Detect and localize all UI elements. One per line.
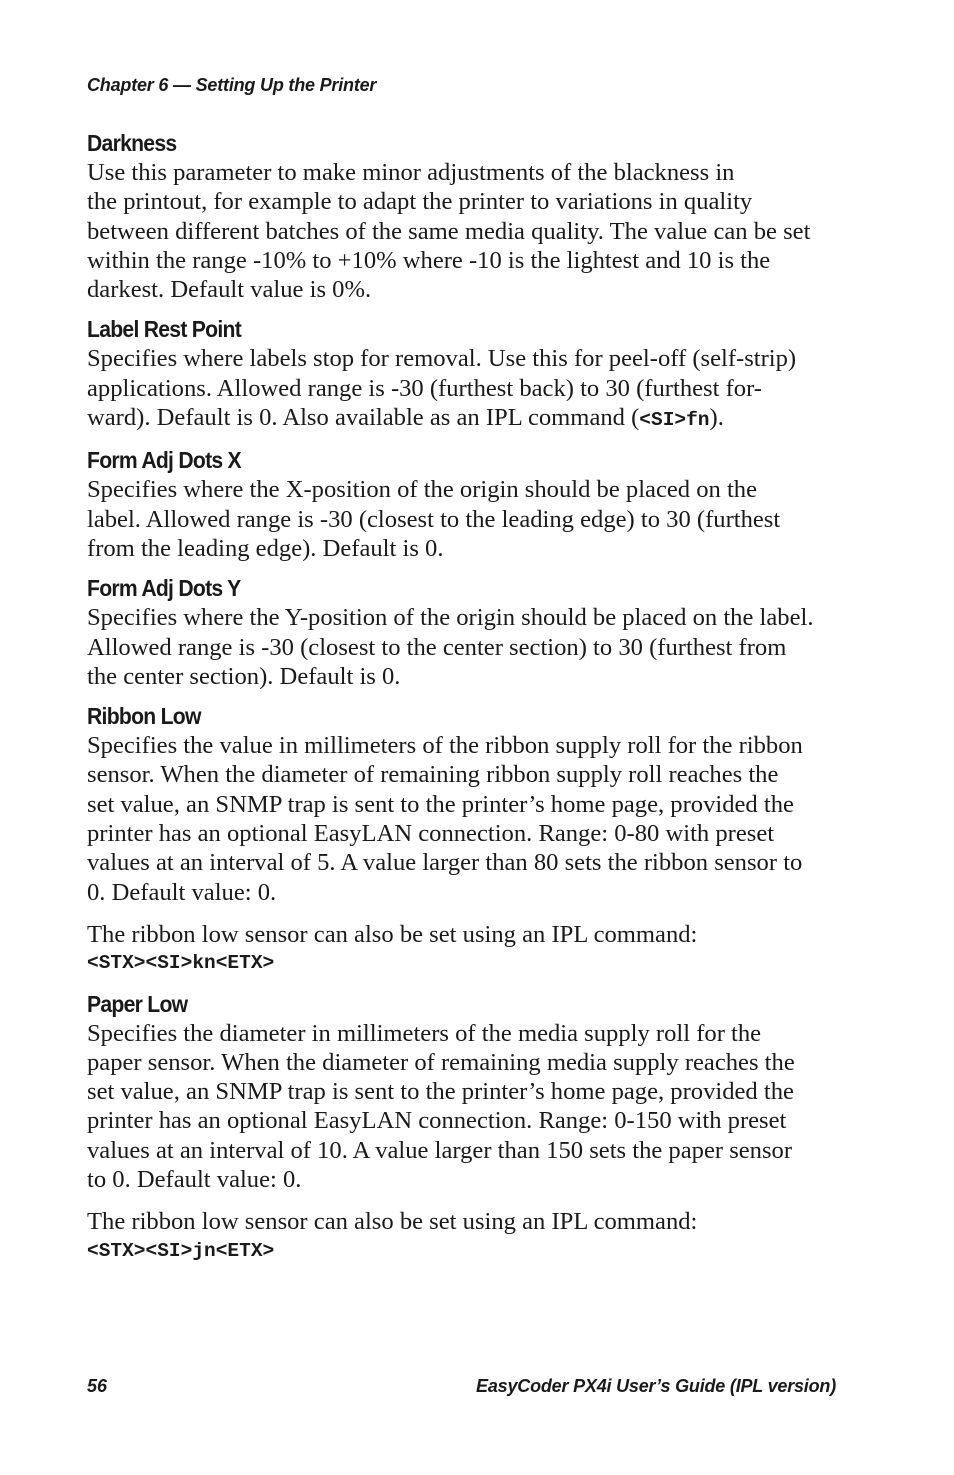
section-title-ribbon-low: Ribbon Low (87, 703, 201, 730)
body-line: darkest. Default value is 0%. (87, 276, 372, 304)
section-form-adj-dots-y (87, 573, 847, 691)
body-line: printer has an optional EasyLAN connection. Range: 0-150 with preset (87, 1107, 787, 1135)
body-line: Specifies the value in millimeters of the ribbon supply roll for the ribbon (87, 732, 803, 760)
section-title-paper-low: Paper Low (87, 990, 188, 1017)
body-line: Use this parameter to make minor adjustments of the blackness in (87, 159, 735, 186)
body-line: paper sensor. When the diameter of remaining media supply reaches the (87, 1048, 795, 1076)
body-text: ward). Default is 0. Also available as an IPL command ( (87, 404, 640, 432)
section-title-label-rest-point: Label Rest Point (87, 316, 242, 343)
body-line: applications. Allowed range is -30 (furthest back) to 30 (furthest for- (87, 374, 762, 402)
body-line: values at an interval of 10. A value larger than 150 sets the paper sensor (87, 1136, 793, 1164)
body-line: printer has an optional EasyLAN connection. Range: 0-80 with preset (87, 820, 775, 848)
body-line: Specifies where labels stop for removal. Use this for peel-off (self-strip) (87, 345, 797, 373)
page-number: 56 (87, 1376, 108, 1396)
body-line-with-command (87, 403, 847, 435)
section-body-darkness (87, 158, 847, 304)
body-text: ). (709, 404, 724, 432)
section-form-adj-dots-x (87, 445, 847, 563)
section-label-rest-point (87, 314, 847, 435)
body-line: to 0. Default value: 0. (87, 1166, 302, 1194)
body-line: from the leading edge). Default is 0. (87, 534, 444, 562)
body-line: label. Allowed range is -30 (closest to the leading edge) to 30 (furthest (87, 505, 781, 533)
body-line: Specifies the diameter in millimeters of the media supply roll for the (87, 1019, 762, 1047)
section-darkness (87, 128, 847, 304)
ipl-command: <STX><SI>kn<ETX> (87, 952, 275, 975)
section-title-form-adj-dots-y: Form Adj Dots Y (87, 575, 241, 602)
body-line: sensor. When the diameter of remaining ribbon supply roll reaches the (87, 761, 779, 789)
body-line: the center section). Default is 0. (87, 662, 401, 690)
section-paper-low (87, 989, 847, 1266)
ipl-command: <STX><SI>jn<ETX> (87, 1239, 275, 1262)
body-line: Specifies where the Y-position of the origin should be placed on the label. (87, 604, 814, 632)
book-title: EasyCoder PX4i User’s Guide (IPL version) (476, 1376, 836, 1396)
section-body-form-adj-dots-y (87, 603, 847, 691)
section-body-form-adj-dots-x (87, 475, 847, 563)
section-body-ribbon-low (87, 731, 847, 907)
body-line: values at an interval of 5. A value larger than 80 sets the ribbon sensor to (87, 849, 803, 877)
ipl-command-inline: <SI>fn (639, 409, 710, 432)
body-line: 0. Default value: 0. (87, 878, 277, 906)
section-note-paper-low (87, 1207, 847, 1266)
body-line: Allowed range is -30 (closest to the center section) to 30 (furthest from (87, 633, 787, 661)
section-body-paper-low (87, 1019, 847, 1195)
note-line: The ribbon low sensor can also be set using an IPL command: (87, 1208, 698, 1236)
section-title-darkness: Darkness (87, 130, 177, 156)
body-line: the printout, for example to adapt the printer to variations in quality (87, 188, 753, 216)
section-note-ribbon-low (87, 920, 847, 979)
note-line: The ribbon low sensor can also be set using an IPL command: (87, 920, 698, 948)
section-title-form-adj-dots-x: Form Adj Dots X (87, 447, 241, 474)
section-ribbon-low (87, 701, 847, 978)
body-line: Specifies where the X-position of the origin should be placed on the (87, 476, 758, 504)
page-content (87, 128, 847, 1266)
section-body-label-rest-point (87, 344, 847, 435)
body-line: set value, an SNMP trap is sent to the printer’s home page, provided the (87, 1078, 794, 1106)
running-head: Chapter 6 — Setting Up the Printer (87, 75, 377, 95)
body-line: set value, an SNMP trap is sent to the printer’s home page, provided the (87, 790, 794, 818)
body-line: between different batches of the same media quality. The value can be set (87, 217, 811, 245)
body-line: within the range -10% to +10% where -10 is the lightest and 10 is the (87, 246, 771, 274)
